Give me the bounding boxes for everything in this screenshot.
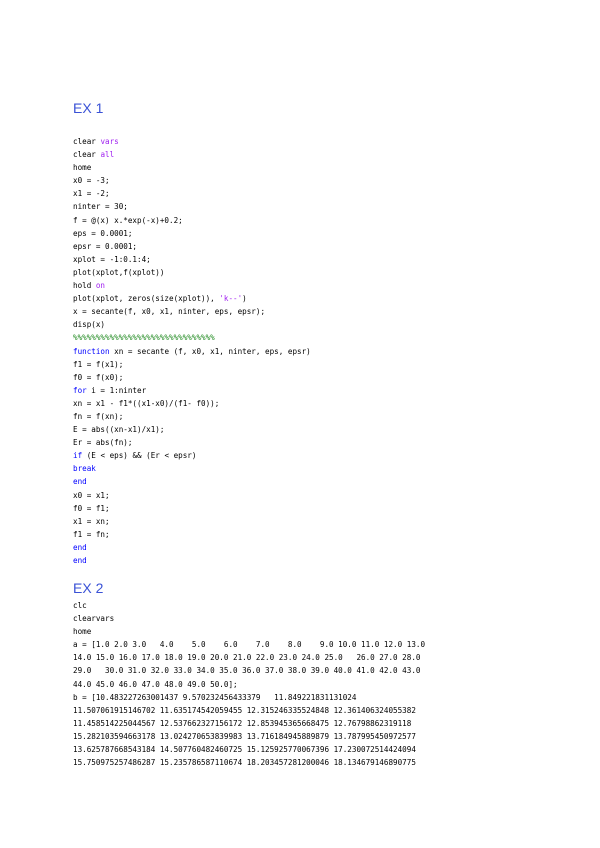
code-token: 29.0 30.0 31.0 32.0 33.0 34.0 35.0 36.0 37.0 38.0 39.0 40.0 41.0 42.0 43.0 [73,666,421,676]
code-line [73,678,425,691]
code-token: clear [73,150,101,160]
code-line [73,240,311,253]
code-token: f0 = f(x0); [73,372,124,382]
code-token: E = abs((xn-x1)/x1); [73,425,165,435]
code-line [73,651,425,664]
code-token: all [100,150,115,160]
code-line [73,502,311,515]
code-line [73,148,311,161]
code-line [73,599,425,612]
code-line [73,187,311,200]
code-token: ninter = 30; [73,202,128,212]
code-token: 15.282103594663178 13.024270653839983 13.716184945889879 13.787995450972577 [73,731,416,741]
code-token: i = 1:ninter [86,385,147,395]
code-line [73,638,425,651]
code-token: xn = secante (f, x0, x1, ninter, eps, epsr) [109,346,311,356]
code-line [73,625,425,638]
code-token: epsr = 0.0001; [73,241,138,251]
code-line [73,664,425,677]
code-token: hold [73,281,96,291]
code-line [73,253,311,266]
code-token: x0 = x1; [73,490,110,500]
code-token: f1 = f(x1); [73,359,124,369]
code-block-ex2 [73,599,425,769]
code-token: 11.458514225044567 12.537662327156172 12.853945365668475 12.76798862319118 [73,718,412,728]
section-heading-ex1: EX 1 [73,100,104,116]
code-line [73,161,311,174]
code-token: f0 = f1; [73,503,110,513]
code-token: clearvars [73,614,115,624]
code-token: 15.750975257486287 15.235786587110674 18.203457281200046 18.134679146890775 [73,758,416,768]
code-token: xplot = -1:0.1:4; [73,254,151,264]
code-token: function [73,346,110,356]
code-line [73,292,311,305]
code-line [73,358,311,371]
code-line [73,704,425,717]
code-token: vars [100,137,119,146]
code-token: on [95,281,106,291]
code-line [73,384,311,397]
code-line [73,730,425,743]
code-line [73,462,311,475]
code-block-ex1 [73,135,311,567]
code-token: x1 = -2; [73,189,110,199]
code-line [73,691,425,704]
code-token: Er = abs(fn); [73,438,133,448]
code-line [73,305,311,318]
code-token: plot(xplot, zeros(size(xplot)), [73,294,220,304]
code-token: eps = 0.0001; [73,228,133,238]
code-line [73,475,311,488]
code-token: x1 = xn; [73,516,110,526]
code-token: x = secante(f, x0, x1, ninter, eps, epsr); [73,307,266,317]
code-token: a = [1.0 2.0 3.0 4.0 5.0 6.0 7.0 8.0 9.0 10.0 11.0 12.0 13.0 [73,640,426,650]
code-line [73,318,311,331]
code-token: break [73,464,96,474]
code-token: clear [73,137,101,146]
code-token: %%%%%%%%%%%%%%%%%%%%%%%%%%%%%%% [73,333,215,343]
code-line [73,515,311,528]
code-token: 11.507061915146702 11.635174542059455 12.315246335524848 12.361406324055382 [73,705,416,715]
code-line [73,279,311,292]
code-line [73,331,311,344]
code-line [73,266,311,279]
code-line [73,554,311,567]
code-token: end [73,477,87,487]
code-token: (E < eps) && (Er < epsr) [82,451,197,461]
code-token: b = [10.483227263001437 9.570232456433379 11.849221831131024 [73,692,357,702]
code-token: f = @(x) x.*exp(-x)+0.2; [73,215,183,225]
code-line [73,489,311,502]
code-token: 'k--' [219,294,243,304]
code-token: x0 = -3; [73,176,110,186]
code-line [73,528,311,541]
code-line [73,449,311,462]
code-line [73,174,311,187]
code-token: xn = x1 - f1*((x1-x0)/(f1- f0)); [73,398,220,408]
code-token: home [73,163,92,173]
code-token: plot(xplot,f(xplot)) [73,267,165,277]
code-line [73,200,311,213]
code-line [73,743,425,756]
section-heading-ex2: EX 2 [73,580,104,596]
code-token: home [73,627,92,637]
code-line [73,612,425,625]
code-line [73,214,311,227]
code-token: 14.0 15.0 16.0 17.0 18.0 19.0 20.0 21.0 22.0 23.0 24.0 25.0 26.0 27.0 28.0 [73,653,421,663]
code-token: disp(x) [73,320,106,330]
code-token: end [73,556,87,565]
code-token: end [73,542,87,552]
code-token: 13.625787668543184 14.507760482460725 15.125925770067396 17.230072514424094 [73,745,416,755]
code-line [73,345,311,358]
code-line [73,135,311,148]
code-line [73,756,425,769]
code-line [73,410,311,423]
code-line [73,717,425,730]
code-token: f1 = fn; [73,529,110,539]
code-line [73,423,311,436]
code-token: fn = f(xn); [73,411,124,421]
code-line [73,397,311,410]
code-token: for [73,385,87,395]
code-token: clc [73,601,87,610]
code-token: if [73,451,83,461]
code-line [73,227,311,240]
code-token: ) [242,294,247,304]
code-token: 44.0 45.0 46.0 47.0 48.0 49.0 50.0]; [73,679,238,689]
code-line [73,436,311,449]
code-line [73,541,311,554]
code-line [73,371,311,384]
